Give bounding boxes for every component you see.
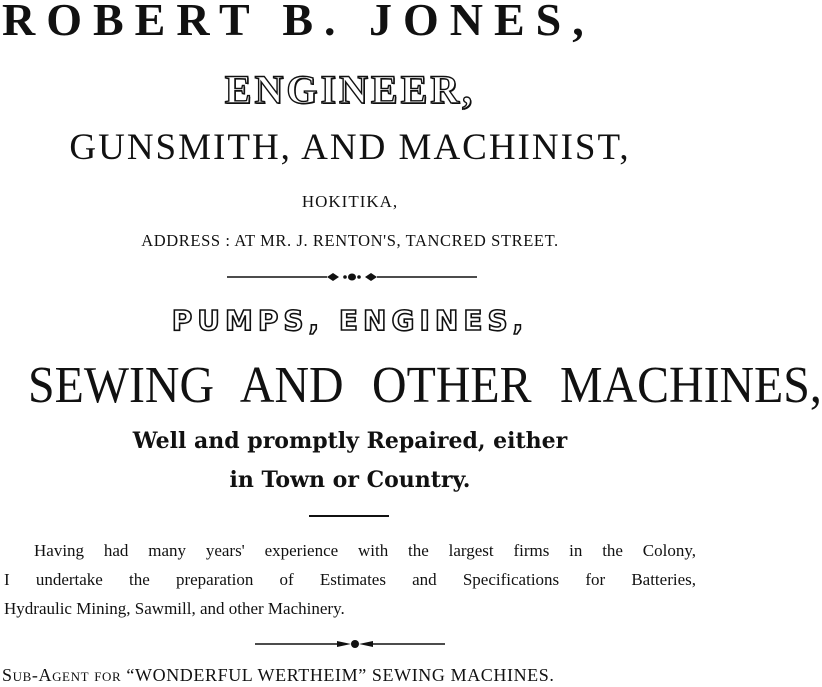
town-name: HOKITIKA,: [301, 192, 399, 211]
short-rule-divider: [309, 515, 389, 517]
engineer-title: ENGINEER,: [224, 67, 476, 112]
sub-agent-prefix: Sub-Agent for: [2, 665, 122, 685]
repair-line-1: Well and promptly Repaired, either: [132, 428, 568, 454]
ornamental-divider-bottom: [255, 637, 445, 651]
paragraph-line-2: I undertake the preparation of Estimates and Specifications for Batteries,: [4, 570, 696, 589]
trades-heading: GUNSMITH, AND MACHINIST,: [69, 127, 631, 168]
paragraph-line-1: Having had many years' experience with the largest firms in the Colony,: [34, 541, 696, 560]
paragraph-line-3: Hydraulic Mining, Sawmill, and other Machinery.: [4, 599, 345, 618]
sub-agent-line: [2, 663, 698, 687]
repair-line-2: in Town or Country.: [229, 467, 471, 493]
proprietor-name: ROBERT B. JONES,: [2, 0, 595, 45]
sub-agent-product: “WONDERFUL WERTHEIM” SEWING MACHINES.: [126, 665, 555, 685]
services-heading-2: SEWING AND OTHER MACHINES,: [28, 357, 822, 414]
services-heading-1: PUMPS, ENGINES,: [171, 304, 529, 337]
address-line: ADDRESS : AT MR. J. RENTON'S, TANCRED STREET.: [141, 231, 559, 250]
ornamental-divider-top: [227, 270, 477, 284]
